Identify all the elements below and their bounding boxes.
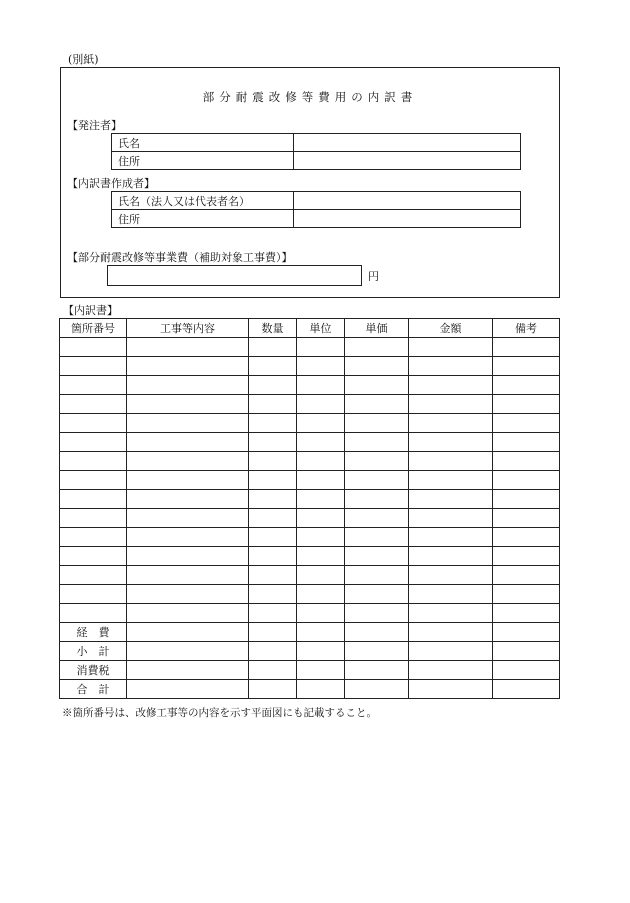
cost-unit: 円 [368,270,379,283]
table-cell[interactable] [493,471,560,490]
preparer-name-field[interactable] [294,192,521,210]
footnote: ※箇所番号は、改修工事等の内容を示す平面図にも記載すること。 [62,707,377,719]
preparer-heading: 【内訳書作成者】 [67,177,155,190]
orderer-row-address [112,152,521,170]
table-cell[interactable] [493,623,560,642]
orderer-row-name [112,134,521,152]
orderer-name-label: 氏名 [112,134,294,152]
breakdown-body [60,338,560,699]
table-row [60,357,560,376]
table-cell[interactable] [493,604,560,623]
table-cell[interactable] [249,528,297,547]
table-cell[interactable] [493,680,560,699]
table-cell[interactable] [345,414,409,433]
table-cell[interactable] [249,414,297,433]
table-cell[interactable] [409,414,493,433]
table-cell[interactable] [493,433,560,452]
table-cell[interactable] [249,566,297,585]
table-row [60,376,560,395]
breakdown-table [59,318,560,699]
table-cell[interactable] [249,642,297,661]
table-cell[interactable] [409,338,493,357]
table-cell[interactable] [60,547,127,566]
preparer-row-name [112,192,521,210]
table-cell[interactable] [60,376,127,395]
table-cell[interactable] [297,623,345,642]
table-cell[interactable] [409,661,493,680]
table-row [60,433,560,452]
table-cell[interactable] [60,357,127,376]
table-cell[interactable] [297,376,345,395]
table-cell[interactable] [127,604,249,623]
table-cell[interactable] [409,509,493,528]
table-cell[interactable] [60,471,127,490]
table-cell[interactable] [345,338,409,357]
table-cell[interactable] [345,433,409,452]
table-cell[interactable] [345,585,409,604]
summary-label: 合 計 [60,680,127,699]
table-cell[interactable] [409,528,493,547]
table-cell[interactable] [493,357,560,376]
table-cell[interactable] [60,395,127,414]
table-row [60,490,560,509]
table-cell[interactable] [249,471,297,490]
summary-label: 経 費 [60,623,127,642]
table-cell[interactable] [493,528,560,547]
table-row [60,395,560,414]
table-cell[interactable] [409,604,493,623]
col-work-content: 工事等内容 [127,319,249,338]
table-cell[interactable] [249,357,297,376]
table-cell[interactable] [297,433,345,452]
table-cell[interactable] [297,528,345,547]
table-cell[interactable] [249,376,297,395]
table-cell[interactable] [249,433,297,452]
document-title: 部分耐震改修等費用の内訳書 [202,90,418,104]
table-cell[interactable] [409,547,493,566]
table-cell[interactable] [127,395,249,414]
table-cell[interactable] [345,623,409,642]
table-cell[interactable] [297,338,345,357]
table-cell[interactable] [493,490,560,509]
table-cell[interactable] [493,585,560,604]
table-cell[interactable] [297,661,345,680]
table-cell[interactable] [127,471,249,490]
table-cell[interactable] [249,661,297,680]
table-row [60,566,560,585]
table-row [60,338,560,357]
preparer-address-label: 住所 [112,210,294,228]
table-cell[interactable] [345,604,409,623]
breakdown-heading: 【内訳書】 [63,304,118,317]
table-cell[interactable] [345,566,409,585]
table-cell[interactable] [127,509,249,528]
table-row [60,414,560,433]
table-cell[interactable] [127,642,249,661]
table-cell[interactable] [493,566,560,585]
table-cell[interactable] [60,452,127,471]
table-cell[interactable] [345,357,409,376]
table-cell[interactable] [297,585,345,604]
table-cell[interactable] [60,490,127,509]
table-cell[interactable] [249,509,297,528]
table-cell[interactable] [409,566,493,585]
table-cell[interactable] [127,376,249,395]
table-cell[interactable] [127,357,249,376]
col-unit: 単位 [297,319,345,338]
table-cell[interactable] [297,642,345,661]
table-cell[interactable] [345,547,409,566]
table-cell[interactable] [409,433,493,452]
table-cell[interactable] [127,490,249,509]
table-cell[interactable] [127,414,249,433]
table-row [60,585,560,604]
table-cell[interactable] [345,490,409,509]
table-cell[interactable] [409,376,493,395]
table-cell[interactable] [345,642,409,661]
table-cell[interactable] [127,528,249,547]
table-row [60,604,560,623]
table-cell[interactable] [409,452,493,471]
table-cell[interactable] [127,661,249,680]
table-cell[interactable] [297,566,345,585]
table-row [60,547,560,566]
col-remarks: 備考 [493,319,560,338]
table-cell[interactable] [345,661,409,680]
orderer-address-label: 住所 [112,152,294,170]
table-cell[interactable] [249,623,297,642]
orderer-table [111,133,521,170]
col-unit-price: 単価 [345,319,409,338]
table-cell[interactable] [493,547,560,566]
preparer-name-label: 氏名（法人又は代表者名） [112,192,294,210]
table-cell[interactable] [249,585,297,604]
summary-row [60,623,560,642]
table-cell[interactable] [127,566,249,585]
summary-row [60,661,560,680]
orderer-heading: 【発注者】 [67,119,122,132]
table-cell[interactable] [249,490,297,509]
preparer-table [111,191,521,228]
table-cell[interactable] [249,338,297,357]
table-cell[interactable] [60,414,127,433]
table-cell[interactable] [409,490,493,509]
table-cell[interactable] [60,338,127,357]
table-cell[interactable] [409,642,493,661]
col-location-number: 箇所番号 [60,319,127,338]
table-cell[interactable] [60,433,127,452]
summary-row [60,680,560,699]
table-row [60,528,560,547]
table-cell[interactable] [493,452,560,471]
table-cell[interactable] [297,452,345,471]
table-cell[interactable] [345,680,409,699]
table-cell[interactable] [493,661,560,680]
table-cell[interactable] [249,452,297,471]
table-cell[interactable] [60,604,127,623]
table-cell[interactable] [409,395,493,414]
appendix-label: (別紙) [68,53,99,66]
table-cell[interactable] [249,680,297,699]
table-cell[interactable] [127,338,249,357]
summary-label: 小 計 [60,642,127,661]
table-row [60,509,560,528]
table-cell[interactable] [493,509,560,528]
table-cell[interactable] [249,604,297,623]
orderer-name-field[interactable] [294,134,521,152]
table-cell[interactable] [493,414,560,433]
table-cell[interactable] [60,585,127,604]
table-cell[interactable] [493,376,560,395]
table-cell[interactable] [60,528,127,547]
col-quantity: 数量 [249,319,297,338]
table-cell[interactable] [297,471,345,490]
table-cell[interactable] [345,452,409,471]
table-cell[interactable] [297,395,345,414]
table-cell[interactable] [345,509,409,528]
table-cell[interactable] [249,547,297,566]
table-cell[interactable] [493,338,560,357]
table-cell[interactable] [249,395,297,414]
table-cell[interactable] [127,452,249,471]
cost-amount-field[interactable] [107,265,362,286]
table-cell[interactable] [297,680,345,699]
table-cell[interactable] [409,680,493,699]
table-cell[interactable] [345,528,409,547]
table-cell[interactable] [297,604,345,623]
preparer-address-field[interactable] [294,210,521,228]
summary-label: 消費税 [60,661,127,680]
table-cell[interactable] [127,680,249,699]
preparer-row-address [112,210,521,228]
orderer-address-field[interactable] [294,152,521,170]
table-cell[interactable] [60,509,127,528]
table-cell[interactable] [127,623,249,642]
table-cell[interactable] [345,395,409,414]
col-amount: 金額 [409,319,493,338]
table-cell[interactable] [409,357,493,376]
table-cell[interactable] [297,509,345,528]
table-cell[interactable] [345,376,409,395]
table-cell[interactable] [127,433,249,452]
summary-row [60,642,560,661]
table-cell[interactable] [297,490,345,509]
table-cell[interactable] [493,642,560,661]
table-cell[interactable] [127,585,249,604]
table-cell[interactable] [297,357,345,376]
table-cell[interactable] [60,566,127,585]
table-row [60,452,560,471]
table-cell[interactable] [409,623,493,642]
table-cell[interactable] [297,414,345,433]
table-cell[interactable] [127,547,249,566]
table-row [60,471,560,490]
cost-heading: 【部分耐震改修等事業費（補助対象工事費）】 [67,251,293,264]
table-cell[interactable] [409,585,493,604]
table-cell[interactable] [493,395,560,414]
table-cell[interactable] [409,471,493,490]
table-cell[interactable] [345,471,409,490]
breakdown-header-row [60,319,560,338]
table-cell[interactable] [297,547,345,566]
